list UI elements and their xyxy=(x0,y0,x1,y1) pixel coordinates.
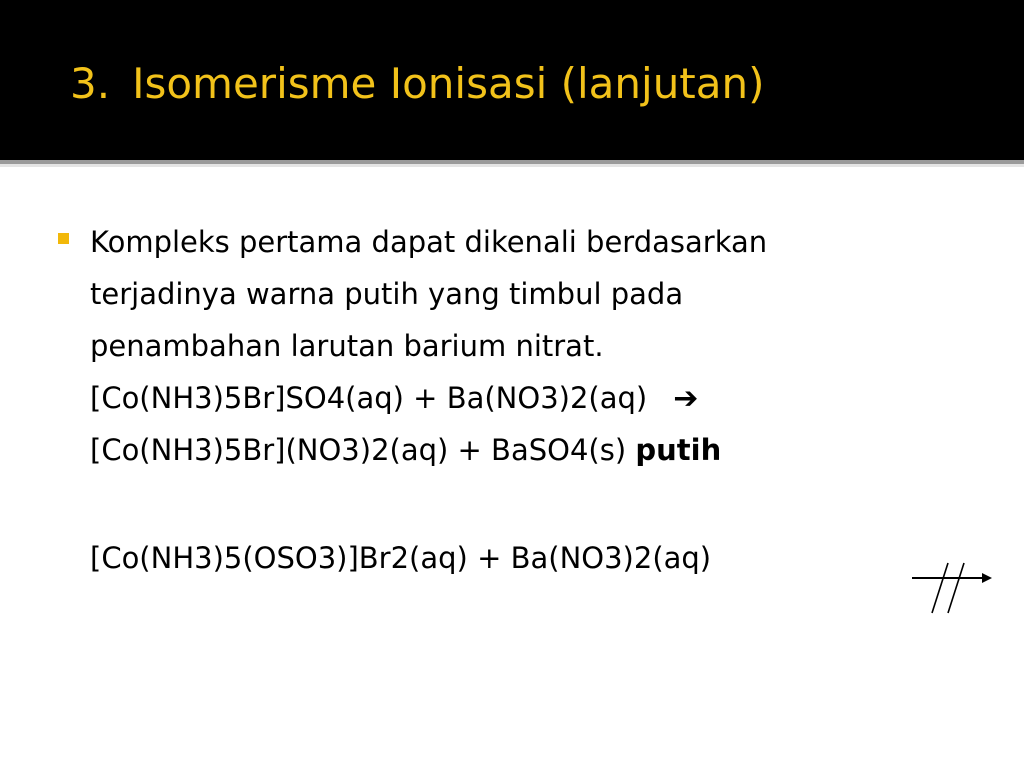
reaction-1-reactants xyxy=(90,372,990,424)
reaction-2-reactants: [Co(NH3)5(OSO3)]Br2(aq) + Ba(NO3)2(aq) xyxy=(90,541,712,575)
title-bar xyxy=(0,0,1024,160)
slide-body xyxy=(90,216,990,584)
reaction-1-products xyxy=(90,424,990,476)
title-divider-light xyxy=(0,164,1024,167)
slide-title xyxy=(70,56,765,112)
body-line-3: penambahan larutan barium nitrat. xyxy=(90,329,604,363)
arrow-right-icon: ➔ xyxy=(673,381,699,416)
reaction-1-note: putih xyxy=(635,433,722,467)
spacer xyxy=(90,476,990,532)
title-number: 3. xyxy=(70,59,111,108)
crossed-arrow-icon xyxy=(908,555,994,617)
reaction-1-lhs: [Co(NH3)5Br]SO4(aq) + Ba(NO3)2(aq) xyxy=(90,381,648,415)
title-text: Isomerisme Ionisasi (lanjutan) xyxy=(132,59,765,108)
reaction-1-rhs: [Co(NH3)5Br](NO3)2(aq) + BaSO4(s) xyxy=(90,433,627,467)
bullet-square-icon xyxy=(58,233,69,244)
body-line-1: Kompleks pertama dapat dikenali berdasarkan xyxy=(90,225,768,259)
body-line-2: terjadinya warna putih yang timbul pada xyxy=(90,277,684,311)
